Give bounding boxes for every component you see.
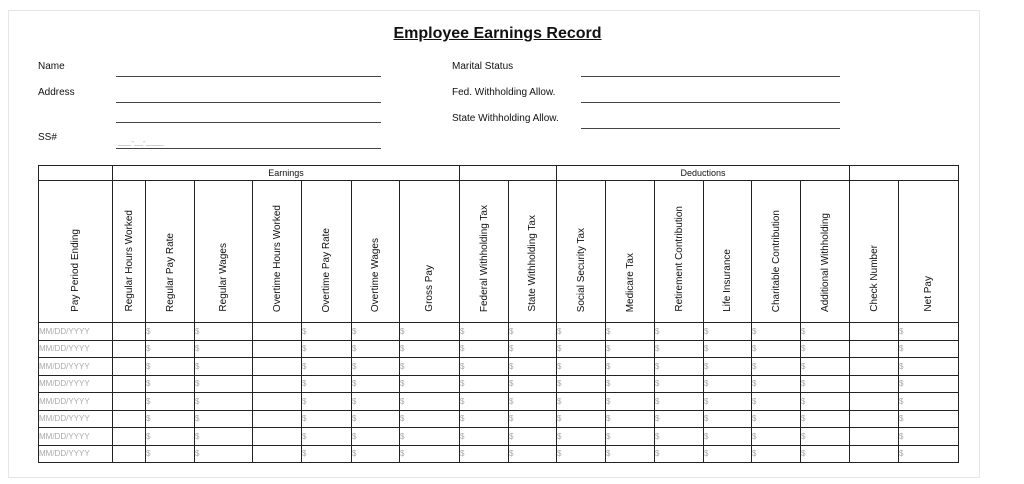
cell-net-pay[interactable]: $ [899,445,959,463]
cell-charitable-contribution[interactable]: $ [752,445,801,463]
cell-regular-pay-rate[interactable]: $ [146,358,195,376]
cell-state-withholding-tax[interactable]: $ [509,340,557,358]
cell-federal-withholding-tax[interactable]: $ [460,340,509,358]
column-header-overtime-wages [352,181,400,323]
cell-check-number[interactable] [850,428,899,446]
column-header-state-withholding-tax [509,181,557,323]
column-header-label: Gross Pay [424,265,435,312]
cell-gross-pay[interactable]: $ [400,323,460,341]
cell-gross-pay[interactable]: $ [400,445,460,463]
column-header-overtime-pay-rate [302,181,352,323]
cell-pay-period-ending[interactable]: MM/DD/YYYY [39,445,113,463]
cell-medicare-tax[interactable]: $ [606,340,655,358]
cell-overtime-hours-worked[interactable] [253,393,302,411]
cell-regular-hours-worked[interactable] [113,340,146,358]
cell-overtime-wages[interactable]: $ [352,358,400,376]
cell-overtime-hours-worked[interactable] [253,358,302,376]
column-header-net-pay [899,181,959,323]
column-header-medicare-tax [606,181,655,323]
cell-regular-pay-rate[interactable]: $ [146,323,195,341]
group-header-row [39,166,959,181]
cell-pay-period-ending[interactable]: MM/DD/YYYY [39,428,113,446]
cell-retirement-contribution[interactable]: $ [655,323,704,341]
group-deductions: Deductions [557,166,850,181]
cell-additional-withholding[interactable]: $ [801,323,850,341]
cell-regular-wages[interactable]: $ [195,375,253,393]
cell-pay-period-ending[interactable]: MM/DD/YYYY [39,410,113,428]
name-label: Name [38,61,65,72]
cell-overtime-pay-rate[interactable]: $ [302,393,352,411]
cell-check-number[interactable] [850,410,899,428]
page-title: Employee Earnings Record [393,25,602,42]
cell-retirement-contribution[interactable]: $ [655,358,704,376]
cell-state-withholding-tax[interactable]: $ [509,428,557,446]
cell-overtime-pay-rate[interactable]: $ [302,375,352,393]
cell-regular-hours-worked[interactable] [113,445,146,463]
cell-life-insurance[interactable]: $ [704,428,752,446]
cell-overtime-wages[interactable]: $ [352,393,400,411]
cell-overtime-hours-worked[interactable] [253,410,302,428]
cell-overtime-wages[interactable]: $ [352,340,400,358]
cell-charitable-contribution[interactable]: $ [752,410,801,428]
cell-regular-wages[interactable]: $ [195,410,253,428]
cell-social-security-tax[interactable]: $ [557,375,606,393]
cell-pay-period-ending[interactable]: MM/DD/YYYY [39,358,113,376]
cell-check-number[interactable] [850,445,899,463]
table-row [39,428,959,446]
cell-regular-wages[interactable]: $ [195,340,253,358]
cell-federal-withholding-tax[interactable]: $ [460,410,509,428]
cell-additional-withholding[interactable]: $ [801,358,850,376]
cell-overtime-hours-worked[interactable] [253,445,302,463]
column-header-label: Charitable Contribution [770,209,782,312]
earnings-table [38,165,959,463]
cell-federal-withholding-tax[interactable]: $ [460,358,509,376]
cell-regular-pay-rate[interactable]: $ [146,445,195,463]
column-header-additional-withholding [801,181,850,323]
cell-overtime-pay-rate[interactable]: $ [302,340,352,358]
cell-medicare-tax[interactable]: $ [606,393,655,411]
column-header-label: Net Pay [923,276,934,312]
cell-life-insurance[interactable]: $ [704,375,752,393]
cell-regular-pay-rate[interactable]: $ [146,393,195,411]
cell-federal-withholding-tax[interactable]: $ [460,445,509,463]
cell-regular-wages[interactable]: $ [195,393,253,411]
cell-social-security-tax[interactable]: $ [557,393,606,411]
cell-check-number[interactable] [850,323,899,341]
cell-check-number[interactable] [850,340,899,358]
table-body [39,323,959,463]
column-header-label: Social Security Tax [575,227,587,312]
cell-additional-withholding[interactable]: $ [801,375,850,393]
ssn-label: SS# [38,132,57,143]
cell-medicare-tax[interactable]: $ [606,410,655,428]
cell-medicare-tax[interactable]: $ [606,358,655,376]
cell-pay-period-ending[interactable]: MM/DD/YYYY [39,375,113,393]
cell-medicare-tax[interactable]: $ [606,445,655,463]
cell-regular-hours-worked[interactable] [113,428,146,446]
cell-charitable-contribution[interactable]: $ [752,358,801,376]
marital-status-label: Marital Status [452,61,514,72]
state-withholding-field[interactable] [581,128,840,129]
column-header-overtime-hours-worked [253,181,302,323]
cell-net-pay[interactable]: $ [899,375,959,393]
cell-charitable-contribution[interactable]: $ [752,340,801,358]
cell-gross-pay[interactable]: $ [400,358,460,376]
cell-regular-hours-worked[interactable] [113,393,146,411]
cell-overtime-pay-rate[interactable]: $ [302,428,352,446]
cell-additional-withholding[interactable]: $ [801,445,850,463]
cell-net-pay[interactable]: $ [899,393,959,411]
cell-life-insurance[interactable]: $ [704,358,752,376]
cell-gross-pay[interactable]: $ [400,375,460,393]
column-header-label: Overtime Wages [370,237,381,312]
cell-social-security-tax[interactable]: $ [557,340,606,358]
column-header-label: Federal Withholding Tax [478,204,490,312]
cell-regular-wages[interactable]: $ [195,445,253,463]
column-header-regular-wages [195,181,253,323]
column-header-life-insurance [704,181,752,323]
column-header-label: Regular Pay Rate [164,233,176,312]
cell-federal-withholding-tax[interactable]: $ [460,323,509,341]
cell-regular-hours-worked[interactable] [113,375,146,393]
cell-state-withholding-tax[interactable]: $ [509,445,557,463]
cell-regular-pay-rate[interactable]: $ [146,410,195,428]
cell-gross-pay[interactable]: $ [400,428,460,446]
column-header-retirement-contribution [655,181,704,323]
column-header-label: Retirement Contribution [673,206,685,312]
group-earnings: Earnings [113,166,460,181]
cell-retirement-contribution[interactable]: $ [655,375,704,393]
cell-state-withholding-tax[interactable]: $ [509,393,557,411]
cell-net-pay[interactable]: $ [899,340,959,358]
cell-life-insurance[interactable]: $ [704,340,752,358]
cell-overtime-wages[interactable]: $ [352,428,400,446]
table-row [39,410,959,428]
cell-social-security-tax[interactable]: $ [557,445,606,463]
column-header-label: Medicare Tax [624,252,636,312]
cell-overtime-pay-rate[interactable]: $ [302,358,352,376]
cell-social-security-tax[interactable]: $ [557,428,606,446]
column-header-label: State Withholding Tax [527,215,538,312]
cell-overtime-hours-worked[interactable] [253,375,302,393]
ssn-field[interactable] [116,148,381,149]
cell-life-insurance[interactable]: $ [704,445,752,463]
cell-overtime-wages[interactable]: $ [352,410,400,428]
cell-regular-hours-worked[interactable] [113,323,146,341]
column-header-label: Check Number [868,245,880,312]
cell-net-pay[interactable]: $ [899,323,959,341]
column-header-regular-pay-rate [146,181,195,323]
marital-status-field[interactable] [581,76,840,77]
cell-gross-pay[interactable]: $ [400,393,460,411]
column-header-row [39,181,959,323]
cell-overtime-wages[interactable]: $ [352,445,400,463]
address-field-line-2[interactable] [116,122,381,123]
column-header-label: Regular Hours Worked [123,210,135,312]
cell-state-withholding-tax[interactable]: $ [509,358,557,376]
ssn-placeholder: ___-__-____ [118,137,164,146]
group-blank [39,166,113,181]
cell-net-pay[interactable]: $ [899,358,959,376]
cell-charitable-contribution[interactable]: $ [752,393,801,411]
cell-medicare-tax[interactable]: $ [606,375,655,393]
table-row [39,340,959,358]
column-header-social-security-tax [557,181,606,323]
cell-additional-withholding[interactable]: $ [801,340,850,358]
cell-retirement-contribution[interactable]: $ [655,428,704,446]
column-header-gross-pay [400,181,460,323]
cell-overtime-pay-rate[interactable]: $ [302,410,352,428]
column-header-label: Additional Withholding [819,213,831,312]
table-row [39,358,959,376]
cell-overtime-wages[interactable]: $ [352,323,400,341]
cell-overtime-pay-rate[interactable]: $ [302,445,352,463]
cell-retirement-contribution[interactable]: $ [655,445,704,463]
cell-additional-withholding[interactable]: $ [801,410,850,428]
cell-overtime-wages[interactable]: $ [352,375,400,393]
cell-overtime-hours-worked[interactable] [253,340,302,358]
cell-social-security-tax[interactable]: $ [557,358,606,376]
column-header-charitable-contribution [752,181,801,323]
cell-state-withholding-tax[interactable]: $ [509,375,557,393]
cell-charitable-contribution[interactable]: $ [752,323,801,341]
cell-retirement-contribution[interactable]: $ [655,393,704,411]
cell-regular-hours-worked[interactable] [113,410,146,428]
cell-regular-pay-rate[interactable]: $ [146,428,195,446]
cell-state-withholding-tax[interactable]: $ [509,410,557,428]
cell-overtime-pay-rate[interactable]: $ [302,323,352,341]
cell-charitable-contribution[interactable]: $ [752,375,801,393]
cell-pay-period-ending[interactable]: MM/DD/YYYY [39,393,113,411]
address-label: Address [38,87,75,98]
cell-social-security-tax[interactable]: $ [557,410,606,428]
cell-pay-period-ending[interactable]: MM/DD/YYYY [39,340,113,358]
cell-overtime-hours-worked[interactable] [253,428,302,446]
cell-check-number[interactable] [850,375,899,393]
cell-retirement-contribution[interactable]: $ [655,410,704,428]
name-field[interactable] [116,76,381,77]
cell-retirement-contribution[interactable]: $ [655,340,704,358]
cell-check-number[interactable] [850,358,899,376]
state-withholding-label: State Withholding Allow. [452,113,559,124]
cell-regular-wages[interactable]: $ [195,428,253,446]
cell-life-insurance[interactable]: $ [704,410,752,428]
table-row [39,375,959,393]
fed-withholding-field[interactable] [581,102,840,103]
table-row [39,323,959,341]
cell-state-withholding-tax[interactable]: $ [509,323,557,341]
group-taxes [460,166,557,181]
cell-life-insurance[interactable]: $ [704,323,752,341]
table-row [39,445,959,463]
cell-gross-pay[interactable]: $ [400,410,460,428]
cell-net-pay[interactable]: $ [899,410,959,428]
column-header-check-number [850,181,899,323]
cell-federal-withholding-tax[interactable]: $ [460,428,509,446]
cell-charitable-contribution[interactable]: $ [752,428,801,446]
address-field-line-1[interactable] [116,102,381,103]
column-header-federal-withholding-tax [460,181,509,323]
cell-regular-hours-worked[interactable] [113,358,146,376]
column-header-pay-period-ending [39,181,113,323]
cell-medicare-tax[interactable]: $ [606,428,655,446]
cell-social-security-tax[interactable]: $ [557,323,606,341]
column-header-label: Life Insurance [722,249,733,312]
column-header-label: Overtime Pay Rate [321,227,332,312]
cell-net-pay[interactable]: $ [899,428,959,446]
cell-gross-pay[interactable]: $ [400,340,460,358]
group-payment [850,166,959,181]
cell-regular-pay-rate[interactable]: $ [146,375,195,393]
cell-pay-period-ending[interactable]: MM/DD/YYYY [39,323,113,341]
column-header-regular-hours-worked [113,181,146,323]
table-row [39,393,959,411]
fed-withholding-label: Fed. Withholding Allow. [452,87,556,98]
cell-regular-pay-rate[interactable]: $ [146,340,195,358]
column-header-label: Pay Period Ending [70,229,81,312]
cell-regular-wages[interactable]: $ [195,323,253,341]
cell-overtime-hours-worked[interactable] [253,323,302,341]
cell-federal-withholding-tax[interactable]: $ [460,393,509,411]
column-header-label: Overtime Hours Worked [271,204,283,312]
cell-additional-withholding[interactable]: $ [801,428,850,446]
cell-additional-withholding[interactable]: $ [801,393,850,411]
cell-regular-wages[interactable]: $ [195,358,253,376]
column-header-label: Regular Wages [218,243,229,312]
cell-life-insurance[interactable]: $ [704,393,752,411]
cell-federal-withholding-tax[interactable]: $ [460,375,509,393]
cell-medicare-tax[interactable]: $ [606,323,655,341]
cell-check-number[interactable] [850,393,899,411]
